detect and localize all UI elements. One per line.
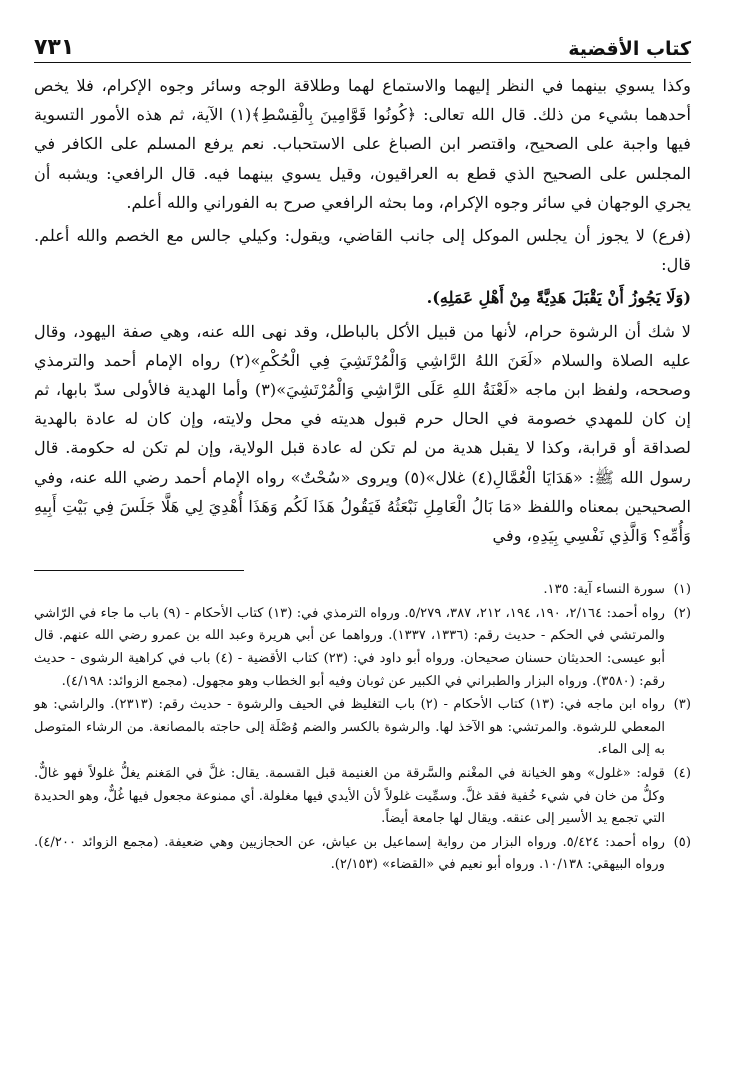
footnote-text: قوله: «غلول» وهو الخيانة في المغْنم والسَّرقة من الغنيمة قبل القسمة. يقال: غلَّ في المَغنم يغلُّ غلولاً فهو غالٌّ. وكلُّ من خان في شيء خُفية فقد غلَّ. وسمِّيت غلولاً لأن الأيدي فيها مغلولة. أي ممنوعة مجعول فيها غُلٌّ، وهو الحديدة التي تجمع يد الأسير إلى عنقه. ويقال لها جامعة أيضاً. bbox=[34, 766, 665, 827]
paragraph-equal-treatment: وكذا يسوي بينهما في النظر إليهما والاستماع لهما وطلاقة الوجه وسائر وجوه الإكرام، فلا يخص أحدهما بشيء من ذلك. قال الله تعالى: ﴿كُونُوا قَوَّامِينَ بِالْقِسْطِ﴾(١) الآية، ثم هذه الأمور التسوية فيها واجبة على الصحيح، واقتصر ابن الصباغ على الاستحباب. نعم يرفع المسلم على الكافر في المجلس على الصحيح الذي قطع به العراقيون، وقيل يسوي بينهما فيه. قال الرافعي: ويشبه أن يجري الوجهان في سائر وجوه الإكرام، وما بحثه الرافعي صرح به الفوراني والله أعلم. bbox=[34, 76, 691, 212]
page-number: ٧٣١ bbox=[34, 35, 75, 60]
footnote bbox=[34, 579, 691, 602]
footnote-divider bbox=[34, 570, 244, 571]
footnote-number: (٢) bbox=[673, 605, 691, 621]
footnote-text: رواه أحمد: ٢/١٦٤، ١٩٠، ١٩٤، ٢١٢، ٣٨٧، ٥/٢٧٩. ورواه الترمذي في: (١٣) كتاب الأحكام - (٩) باب ما جاء في الرّاشي والمرتشي في الحكم - حديث رقم: (١٣٣٦، ١٣٣٧). ورواهما عن أبي هريرة وعبد الله بن عمرو رضي الله عنهم. قال أبو عيسى: الحديثان حسنان صحيحان. ورواه أبو داود في: (٢٣) كتاب الأقضية - (٤) باب في كراهية الرشوى - حديث رقم: (٣٥٨٠). ورواه البزار والطبراني في الكبير عن ثوبان وفيه أبو الخطاب وهو مجهول. (مجمع الزوائد: ٤/١٩٨). bbox=[34, 605, 666, 689]
footnote bbox=[34, 763, 691, 831]
footnote bbox=[34, 694, 691, 762]
footnote-text: رواه أحمد: ٥/٤٢٤. ورواه البزار من رواية إسماعيل بن عياش، عن الحجازيين وهي ضعيفة. (مجمع الزوائد ٤/٢٠٠). ورواه البيهقي: ١٠/١٣٨. ورواه أبو نعيم في «القضاء» (٢/١٥٣). bbox=[34, 834, 666, 873]
running-header bbox=[34, 28, 691, 63]
footnote-number: (٤) bbox=[673, 766, 691, 781]
running-title: كتاب الأقضية bbox=[568, 38, 691, 60]
main-text bbox=[34, 71, 691, 550]
paragraph-bribery: لا شك أن الرشوة حرام، لأنها من قبيل الأكل بالباطل، وقد نهى الله عنه، وهي صفة اليهود، وقال عليه الصلاة والسلام «لَعَنَ اللهُ الرَّاشِي وَالْمُرْتَشِيَ فِي الْحُكْمِ»(٢) رواه الإمام أحمد والترمذي وصححه، ولفظ ابن ماجه «لَعْنَةُ اللهِ عَلَى الرَّاشِي وَالْمُرْتَشِيَ»(٣) وأما الهدية فالأولى سدّ بابها، ثم إن كان للمهدي خصومة في الحال حرم قبول هديته في محل ولايته، وإن كان له عادة بالهدية لصداقة أو قرابة، وكذا لا يقبل هدية من لم تكن له عادة قبل الولاية، وإن لم تكن له حكومة. قال رسول الله ﷺ: «هَدَايَا الْعُمَّالِ(٤) غلال»(٥) ويروى «سُحْتٌ» رواه الإمام أحمد رضي الله عنه، وفي الصحيحين بمعناه واللفظ «مَا بَالُ الْعَامِلِ نَبْعَثُهُ فَيَقُولُ هَذَا لَكُم وَهَذَا أُهْدِيَ لِي هَلَّا جَلَسَ فِي بَيْتِ أَبِيهِ وَأُمِّهِ؟ وَالَّذِي نَفْسِي بِيَدِهِ، وفي bbox=[34, 321, 691, 546]
paragraph-branch: (فرع) لا يجوز أن يجلس الموكل إلى جانب القاضي، ويقول: وكيلي جالس مع الخصم والله أعلم. قال: bbox=[34, 226, 691, 275]
footnote-number: (٣) bbox=[673, 697, 691, 713]
footnote-text: سورة النساء آية: ١٣٥. bbox=[543, 582, 665, 598]
footnote bbox=[34, 603, 691, 693]
footnotes bbox=[34, 579, 691, 877]
footnote bbox=[34, 832, 691, 877]
footnote-text: رواه ابن ماجه في: (١٣) كتاب الأحكام - (٢) باب التغليظ في الحيف والرشوة - حديث رقم: (٢٣١٣). والراشي: هو المعطي للرشوة. والمرتشي: هو الآخذ لها. والرشوة بالكسر والضم وُصْلَة إلى حاجته بالمصانعة. من الرشاء المتوصل به إلى الماء. bbox=[34, 697, 665, 758]
footnote-number: (٥) bbox=[673, 834, 691, 850]
footnote-number: (١) bbox=[673, 582, 691, 598]
paragraph-matn-quote: (وَلَا يَجُوزُ أَنْ يَقْبَلَ هَدِيَّةً مِنْ أَهْلِ عَمَلِهِ). bbox=[426, 288, 691, 308]
